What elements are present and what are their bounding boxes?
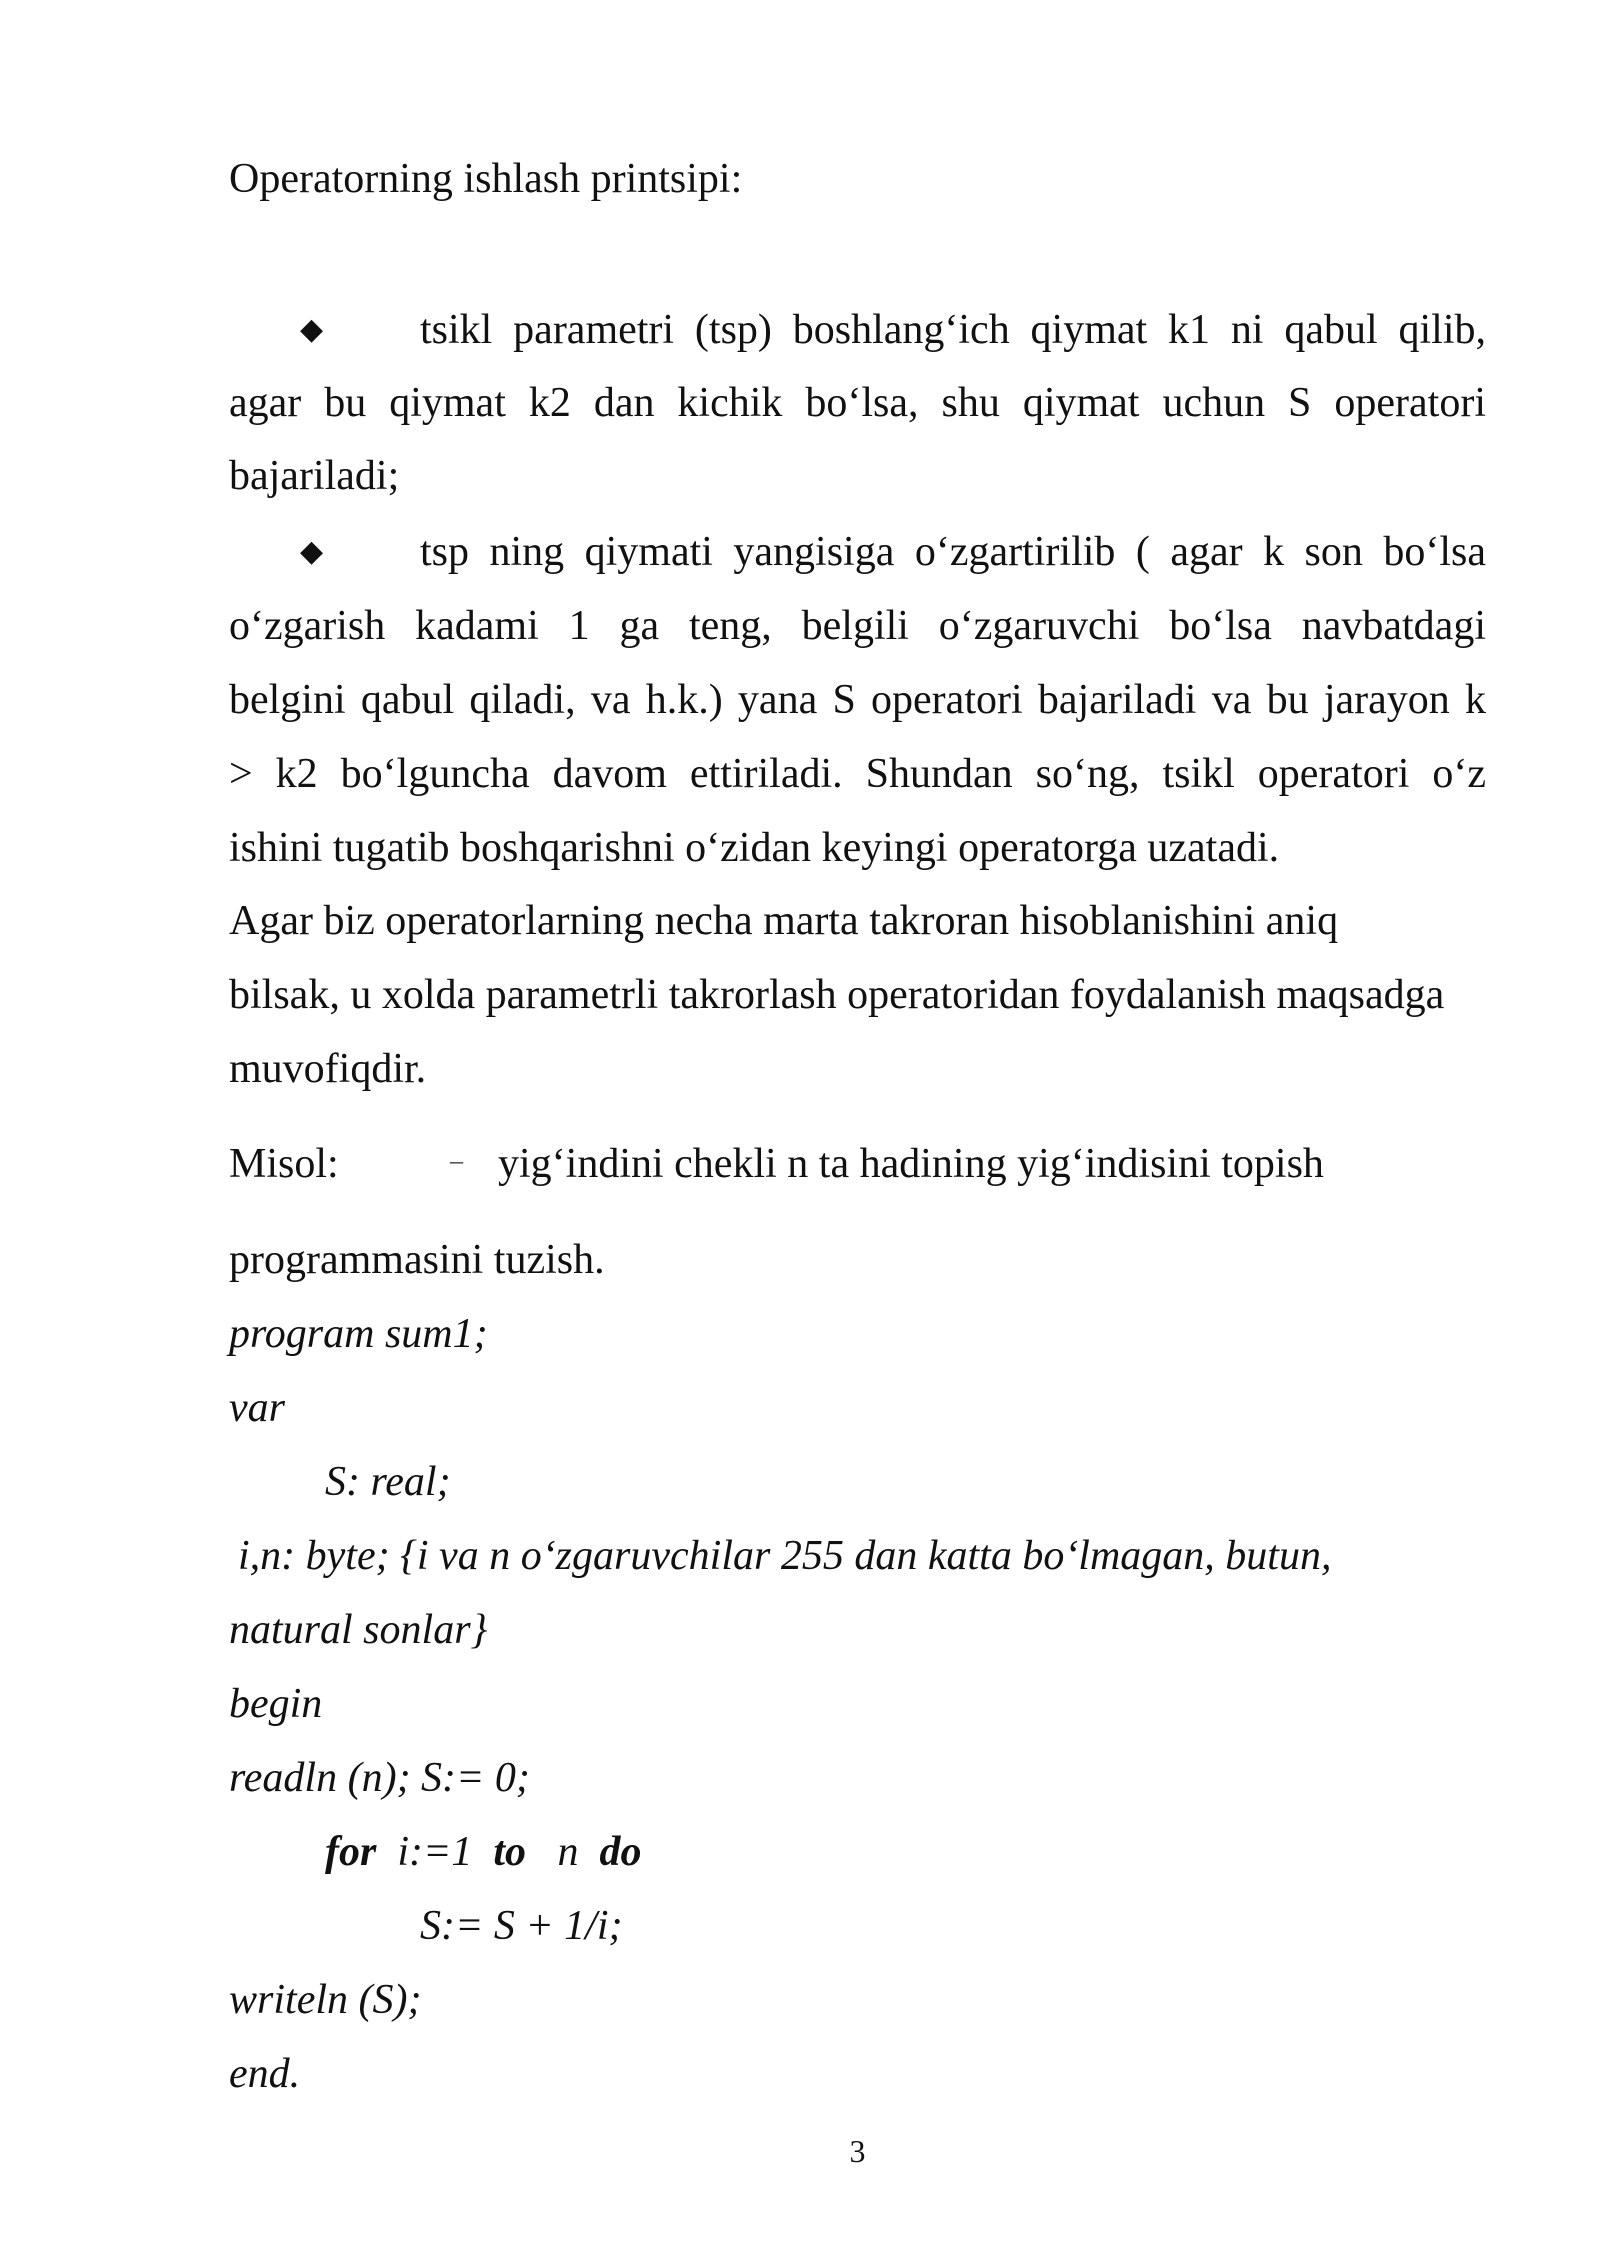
bullet-2-line-1: tsp ning qiymati yangisiga o‘zgartirilib ( agar k son bo‘lsa xyxy=(420,529,1486,575)
example-label: Misol: xyxy=(229,1141,339,1187)
code-end-line: end. xyxy=(229,2051,301,2097)
paragraph-line-2: bilsak, u xolda parametrli takrorlash operatoridan foydalanish maqsadga xyxy=(229,972,1445,1018)
bullet-2-line-3: belgini qabul qiladi, va h.k.) yana S operatori bajariladi va bu jarayon k xyxy=(229,677,1486,723)
code-decl-in-line: i,n: byte; {i va n o‘zgaruvchilar 255 dan katta bo‘lmagan, butun, xyxy=(238,1533,1332,1579)
code-body-line: S:= S + 1/i; xyxy=(420,1903,623,1949)
for-keyword: for xyxy=(325,1829,377,1875)
section-heading: Operatorning ishlash printsipi: xyxy=(229,156,743,202)
bullet-1-line-3: bajariladi; xyxy=(229,453,400,499)
example-continuation: programmasini tuzish. xyxy=(229,1237,605,1283)
bullet-1-line-1: tsikl parametri (tsp) boshlang‘ich qiymat k1 ni qabul qilib, xyxy=(420,307,1486,353)
code-for-line xyxy=(325,1827,642,1877)
code-writeln-line: writeln (S); xyxy=(229,1977,422,2023)
paragraph-line-3: muvofiqdir. xyxy=(229,1046,427,1092)
code-begin-line: begin xyxy=(229,1681,323,1727)
do-keyword: do xyxy=(599,1829,642,1875)
for-limit: n xyxy=(557,1829,579,1875)
for-init: i:=1 xyxy=(397,1829,473,1875)
diamond-bullet-icon: ◆ xyxy=(300,313,324,346)
bullet-2-line-2: o‘zgarish kadami 1 ga teng, belgili o‘zgaruvchi bo‘lsa navbatdagi xyxy=(229,603,1486,649)
code-decl-in-cont-line: natural sonlar} xyxy=(229,1607,488,1653)
bullet-2-line-4: > k2 bo‘lguncha davom ettiriladi. Shundan so‘ng, tsikl operatori o‘z xyxy=(229,751,1486,797)
code-decl-s-line: S: real; xyxy=(325,1459,451,1505)
formula-dash: – xyxy=(450,1146,463,1175)
bullet-1-line-2: agar bu qiymat k2 dan kichik bo‘lsa, shu qiymat uchun S operatori xyxy=(229,380,1486,426)
to-keyword: to xyxy=(493,1829,527,1875)
diamond-bullet-icon: ◆ xyxy=(300,535,324,568)
bullet-2-line-5: ishini tugatib boshqarishni o‘zidan keyingi operatorga uzatadi. xyxy=(229,825,1280,871)
code-program-line: program sum1; xyxy=(229,1311,488,1357)
bullet-2 xyxy=(300,527,323,577)
code-readln-line: readln (n); S:= 0; xyxy=(229,1755,530,1801)
paragraph-line-1: Agar biz operatorlarning necha marta takroran hisoblanishini aniq xyxy=(229,898,1339,944)
page-number: 3 xyxy=(849,2133,866,2169)
bullet-1 xyxy=(300,305,323,355)
code-var-line: var xyxy=(229,1385,285,1431)
example-text: yig‘indini chekli n ta hadining yig‘indisini topish xyxy=(498,1141,1324,1187)
